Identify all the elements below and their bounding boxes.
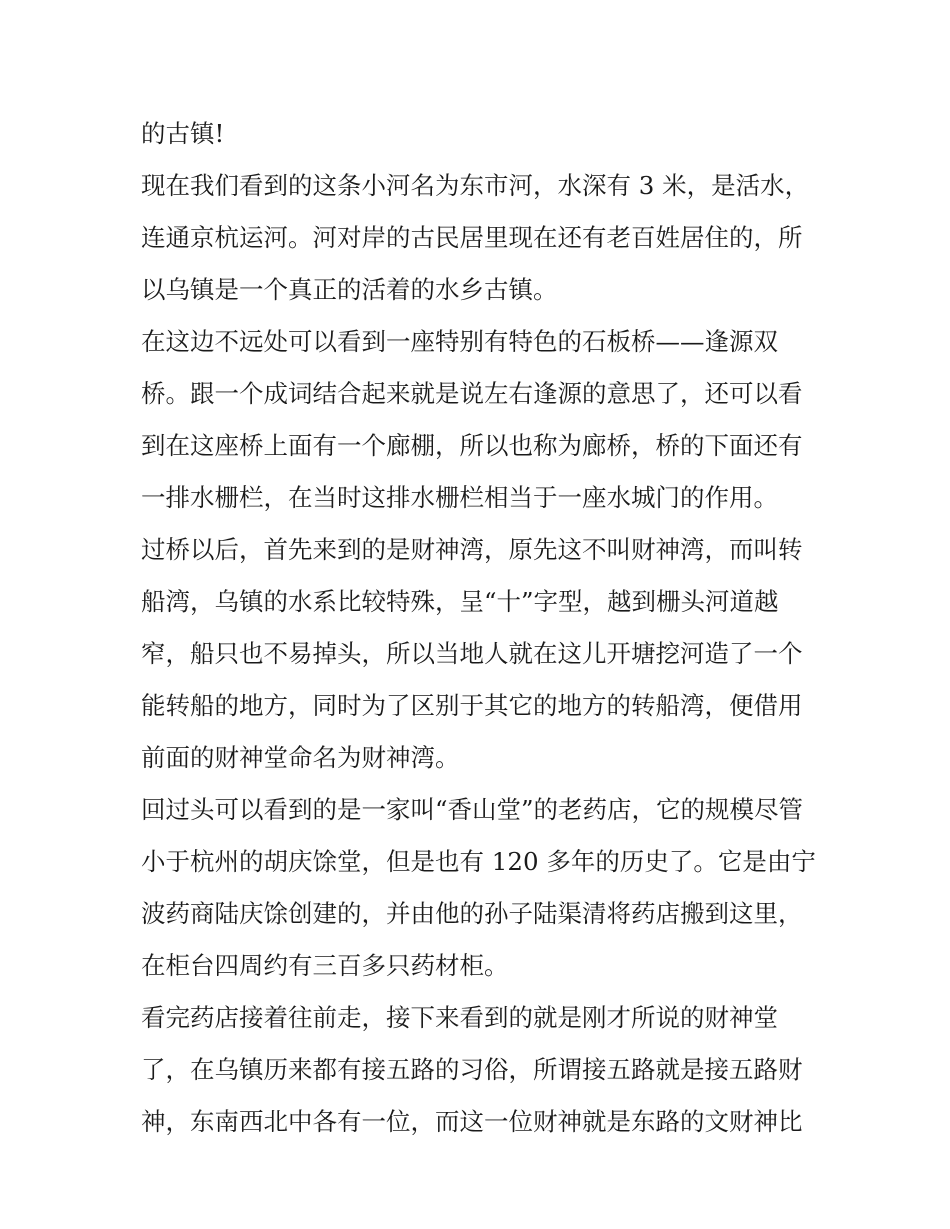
text-line: 回过头可以看到的是一家叫“香山堂”的老药店，它的规模尽管 bbox=[141, 795, 804, 824]
text-line: 的古镇! bbox=[141, 119, 225, 148]
text-line: 神，东南西北中各有一位，而这一位财神就是东路的文财神比 bbox=[141, 1107, 803, 1136]
text-line: 波药商陆庆馀创建的，并由他的孙子陆渠清将药店搬到这里， bbox=[141, 899, 803, 928]
text-line: 一排水栅栏，在当时这排水栅栏相当于一座水城门的作用。 bbox=[141, 483, 778, 512]
text-line: 过桥以后，首先来到的是财神湾，原先这不叫财神湾，而叫转 bbox=[141, 535, 803, 564]
text-line: 窄，船只也不易掉头，所以当地人就在这儿开塘挖河造了一个 bbox=[141, 639, 803, 668]
text-line: 以乌镇是一个真正的活着的水乡古镇。 bbox=[141, 275, 558, 304]
text-line: 在这边不远处可以看到一座特别有特色的石板桥——逢源双 bbox=[141, 327, 778, 356]
text-line: 了，在乌镇历来都有接五路的习俗，所谓接五路就是接五路财 bbox=[141, 1055, 803, 1084]
text-line: 船湾，乌镇的水系比较特殊，呈“十”字型，越到栅头河道越 bbox=[141, 587, 779, 616]
text-line: 连通京杭运河。河对岸的古民居里现在还有老百姓居住的，所 bbox=[141, 223, 803, 252]
text-line: 在柜台四周约有三百多只药材柜。 bbox=[141, 951, 509, 980]
text-line: 桥。跟一个成词结合起来就是说左右逢源的意思了，还可以看 bbox=[141, 379, 803, 408]
text-line: 前面的财神堂命名为财神湾。 bbox=[141, 743, 460, 772]
text-line: 现在我们看到的这条小河名为东市河，水深有 3 米，是活水， bbox=[141, 171, 810, 200]
text-line: 能转船的地方，同时为了区别于其它的地方的转船湾，便借用 bbox=[141, 691, 803, 720]
text-line: 到在这座桥上面有一个廊棚，所以也称为廊桥，桥的下面还有 bbox=[141, 431, 803, 460]
text-line: 小于杭州的胡庆馀堂，但是也有 120 多年的历史了。它是由宁 bbox=[141, 847, 816, 876]
text-line: 看完药店接着往前走，接下来看到的就是刚才所说的财神堂 bbox=[141, 1003, 778, 1032]
body-text bbox=[141, 108, 816, 1148]
